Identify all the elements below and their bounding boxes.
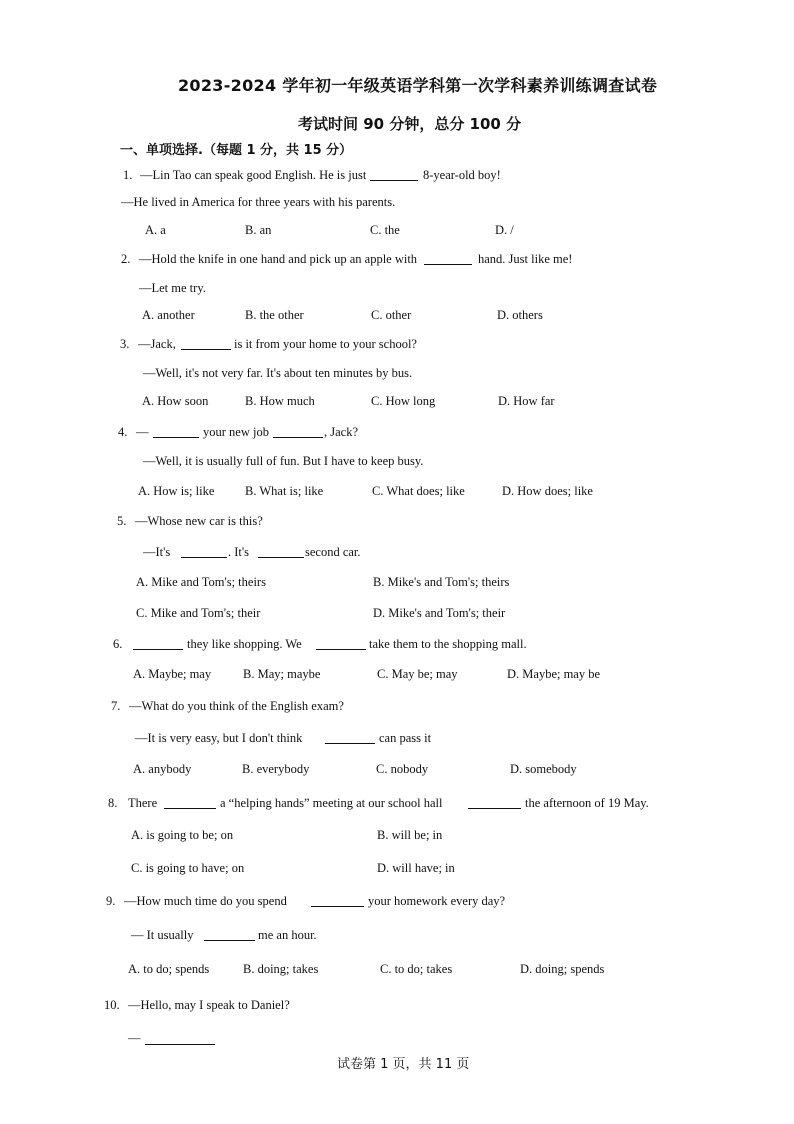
option-a: A. a xyxy=(145,223,166,237)
question-text: — It usually xyxy=(131,928,194,942)
exam-title: 2023-2024 学年初一年级英语学科第一次学科素养训练调查试卷 xyxy=(178,76,658,95)
option-d: D. How far xyxy=(498,394,555,408)
option-c: C. How long xyxy=(371,394,436,408)
question-number: 7. xyxy=(111,699,121,713)
option-b: B. How much xyxy=(245,394,315,408)
question-number: 6. xyxy=(113,637,123,651)
answer-blank xyxy=(273,437,323,438)
option-b: B. everybody xyxy=(242,762,310,776)
question-number: 5. xyxy=(117,514,127,528)
option-a: A. anybody xyxy=(133,762,192,776)
option-b: B. May; maybe xyxy=(243,667,321,681)
answer-blank xyxy=(370,180,418,181)
question-text: your homework every day? xyxy=(368,894,506,908)
option-b: B. the other xyxy=(245,308,304,322)
option-d: D. somebody xyxy=(510,762,577,776)
option-c: C. What does; like xyxy=(372,484,465,498)
answer-blank xyxy=(181,557,227,558)
question-number: 1. xyxy=(123,168,133,182)
option-a: A. another xyxy=(142,308,195,322)
option-c: C. the xyxy=(370,223,400,237)
question-text: —How much time do you spend xyxy=(124,894,287,908)
page-footer: 试卷第 1 页，共 11 页 xyxy=(337,1057,470,1072)
question-text: me an hour. xyxy=(258,928,317,942)
question-number: 2. xyxy=(121,252,131,266)
question-text: . It's xyxy=(228,545,250,559)
exam-subtitle: 考试时间 90 分钟，总分 100 分 xyxy=(298,115,522,133)
answer-blank xyxy=(133,649,183,650)
question-text: — xyxy=(128,1031,141,1045)
option-d: D. / xyxy=(495,223,514,237)
question-text: the afternoon of 19 May. xyxy=(525,796,649,810)
answer-blank xyxy=(468,808,521,809)
answer-blank xyxy=(204,940,255,941)
question-text: 8-year-old boy! xyxy=(423,168,501,182)
option-c: C. Mike and Tom's; their xyxy=(136,606,261,620)
question-number: 3. xyxy=(120,337,130,351)
question-text: —Well, it's not very far. It's about ten minutes by bus. xyxy=(143,366,413,380)
question-text: a “helping hands” meeting at our school hall xyxy=(220,796,443,810)
question-text: take them to the shopping mall. xyxy=(369,637,527,651)
option-c: C. May be; may xyxy=(377,667,458,681)
question-text: There xyxy=(128,796,158,810)
option-b: B. will be; in xyxy=(377,828,443,842)
answer-blank xyxy=(181,349,231,350)
option-c: C. to do; takes xyxy=(380,962,453,976)
question-text: —It's xyxy=(143,545,171,559)
question-text: is it from your home to your school? xyxy=(234,337,417,351)
option-a: A. Maybe; may xyxy=(133,667,212,681)
option-d: D. Maybe; may be xyxy=(507,667,601,681)
option-a: A. to do; spends xyxy=(128,962,210,976)
question-text: —Well, it is usually full of fun. But I have to keep busy. xyxy=(143,454,424,468)
question-text: —Lin Tao can speak good English. He is just xyxy=(140,168,367,182)
question-number: 9. xyxy=(106,894,116,908)
option-a: A. How soon xyxy=(142,394,209,408)
answer-blank xyxy=(311,906,364,907)
option-d: D. Mike's and Tom's; their xyxy=(373,606,506,620)
question-text: —What do you think of the English exam? xyxy=(129,699,344,713)
question-text: second car. xyxy=(305,545,361,559)
option-d: D. others xyxy=(497,308,543,322)
question-text: —Whose new car is this? xyxy=(135,514,263,528)
option-d: D. doing; spends xyxy=(520,962,605,976)
question-text: , Jack? xyxy=(324,425,359,439)
question-text: —Let me try. xyxy=(139,281,206,295)
answer-blank xyxy=(424,264,472,265)
answer-blank xyxy=(325,743,375,744)
option-c: C. is going to have; on xyxy=(131,861,245,875)
option-b: B. an xyxy=(245,223,272,237)
option-d: D. will have; in xyxy=(377,861,455,875)
option-c: C. other xyxy=(371,308,412,322)
question-text: —Hold the knife in one hand and pick up an apple with xyxy=(139,252,418,266)
section-heading: 一、单项选择.（每题 1 分，共 15 分） xyxy=(120,143,353,158)
option-a: A. How is; like xyxy=(138,484,215,498)
option-a: A. Mike and Tom's; theirs xyxy=(136,575,266,589)
question-text: they like shopping. We xyxy=(187,637,302,651)
question-number: 4. xyxy=(118,425,128,439)
answer-blank xyxy=(145,1044,215,1045)
question-text: —It is very easy, but I don't think xyxy=(135,731,303,745)
question-number: 10. xyxy=(104,998,120,1012)
question-text: —Jack, xyxy=(138,337,176,351)
answer-blank xyxy=(258,557,304,558)
option-a: A. is going to be; on xyxy=(131,828,234,842)
option-b: B. Mike's and Tom's; theirs xyxy=(373,575,510,589)
option-c: C. nobody xyxy=(376,762,429,776)
question-text: —He lived in America for three years with his parents. xyxy=(121,195,396,209)
question-text: hand. Just like me! xyxy=(478,252,573,266)
option-b: B. What is; like xyxy=(245,484,324,498)
answer-blank xyxy=(164,808,216,809)
answer-blank xyxy=(153,437,199,438)
question-text: —Hello, may I speak to Daniel? xyxy=(128,998,290,1012)
question-text: can pass it xyxy=(379,731,432,745)
answer-blank xyxy=(316,649,366,650)
question-text: your new job xyxy=(203,425,269,439)
option-b: B. doing; takes xyxy=(243,962,319,976)
option-d: D. How does; like xyxy=(502,484,593,498)
question-text: — xyxy=(136,425,149,439)
question-number: 8. xyxy=(108,796,118,810)
